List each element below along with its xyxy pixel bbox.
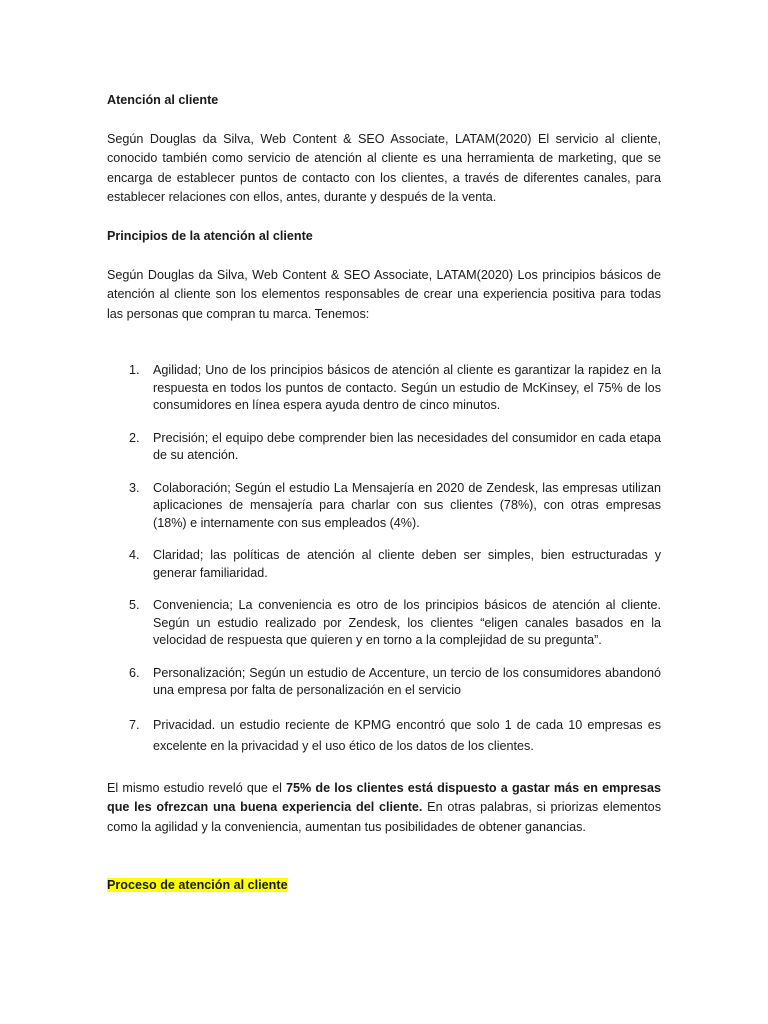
paragraph-principios-intro: Según Douglas da Silva, Web Content & SEO Associate, LATAM(2020) Los principios básicos de atención al cliente son los elementos responsables de crear una experiencia positiva para todas las personas que compran tu marca. Tenemos: [107, 267, 661, 321]
list-item-number: 1. [129, 363, 140, 378]
highlighted-heading-text: Proceso de atención al cliente [107, 877, 288, 892]
list-item [107, 547, 661, 582]
list-item-text: Agilidad; Uno de los principios básicos de atención al cliente es garantizar la rapidez en la respuesta en todos los puntos de contacto. Según un estudio de McKinsey, el 75% de los consumidores en línea espera ayuda dentro de cinco minutos. [153, 363, 661, 413]
list-item-number: 2. [129, 430, 140, 445]
list-item-number: 4. [129, 548, 140, 563]
list-item [107, 430, 661, 465]
list-item-text: Privacidad. un estudio reciente de KPMG encontró que solo 1 de cada 10 empresas es excelente en la privacidad y el uso ético de los datos de los clientes. [153, 717, 661, 753]
conclusion-tail: En otras palabras, si priorizas elementos como la agilidad y la conveniencia, aumentan tus posibilidades de obtener ganancias. [107, 800, 661, 835]
list-item [107, 362, 661, 415]
heading-atencion-al-cliente: Atención al cliente [107, 93, 219, 107]
heading-proceso [107, 876, 661, 896]
list-item [107, 665, 661, 700]
list-item [107, 480, 661, 533]
conclusion-bold-statement: 75% de los clientes está dispuesto a gastar más en empresas que les ofrezcan una buena experiencia del cliente. [107, 780, 661, 815]
list-item [107, 715, 661, 757]
list-item-text: Claridad; las políticas de atención al cliente deben ser simples, bien estructuradas y generar familiaridad. [153, 548, 661, 580]
paragraph-definicion: Según Douglas da Silva, Web Content & SEO Associate, LATAM(2020) El servicio al cliente, conocido también como servicio de atención al cliente es una herramienta de marketing, que se encarga de establecer puntos de contacto con los clientes, a través de diferentes canales, para establecer relaciones con ellos, antes, durante y después de la venta. [107, 131, 661, 205]
list-item [107, 597, 661, 650]
list-item-number: 7. [129, 717, 140, 732]
heading-principios: Principios de la atención al cliente [107, 228, 313, 243]
document-body [107, 91, 661, 895]
list-item-text: Colaboración; Según el estudio La Mensajería en 2020 de Zendesk, las empresas utilizan aplicaciones de mensajería para charlar con sus clientes (78%), con otras empresas (18%) e internamente con sus empleados (4%). [153, 480, 661, 530]
list-item-text: Conveniencia; La conveniencia es otro de los principios básicos de atención al cliente. Según un estudio realizado por Zendesk, los clientes “eligen canales basados en la velocidad de respuesta que quieren y en torno a la complejidad de su pregunta”. [153, 598, 661, 648]
list-item-number: 6. [129, 665, 140, 680]
paragraph-conclusion [107, 779, 661, 838]
list-item-number: 3. [129, 480, 140, 495]
list-item-text: Precisión; el equipo debe comprender bien las necesidades del consumidor en cada etapa de su atención. [153, 430, 661, 463]
list-item-text: Personalización; Según un estudio de Accenture, un tercio de los consumidores abandonó una empresa por falta de personalización en el servicio [153, 665, 661, 698]
list-item-number: 5. [129, 598, 140, 613]
principles-list [107, 362, 661, 757]
conclusion-lead: El mismo estudio reveló que el [107, 780, 287, 795]
